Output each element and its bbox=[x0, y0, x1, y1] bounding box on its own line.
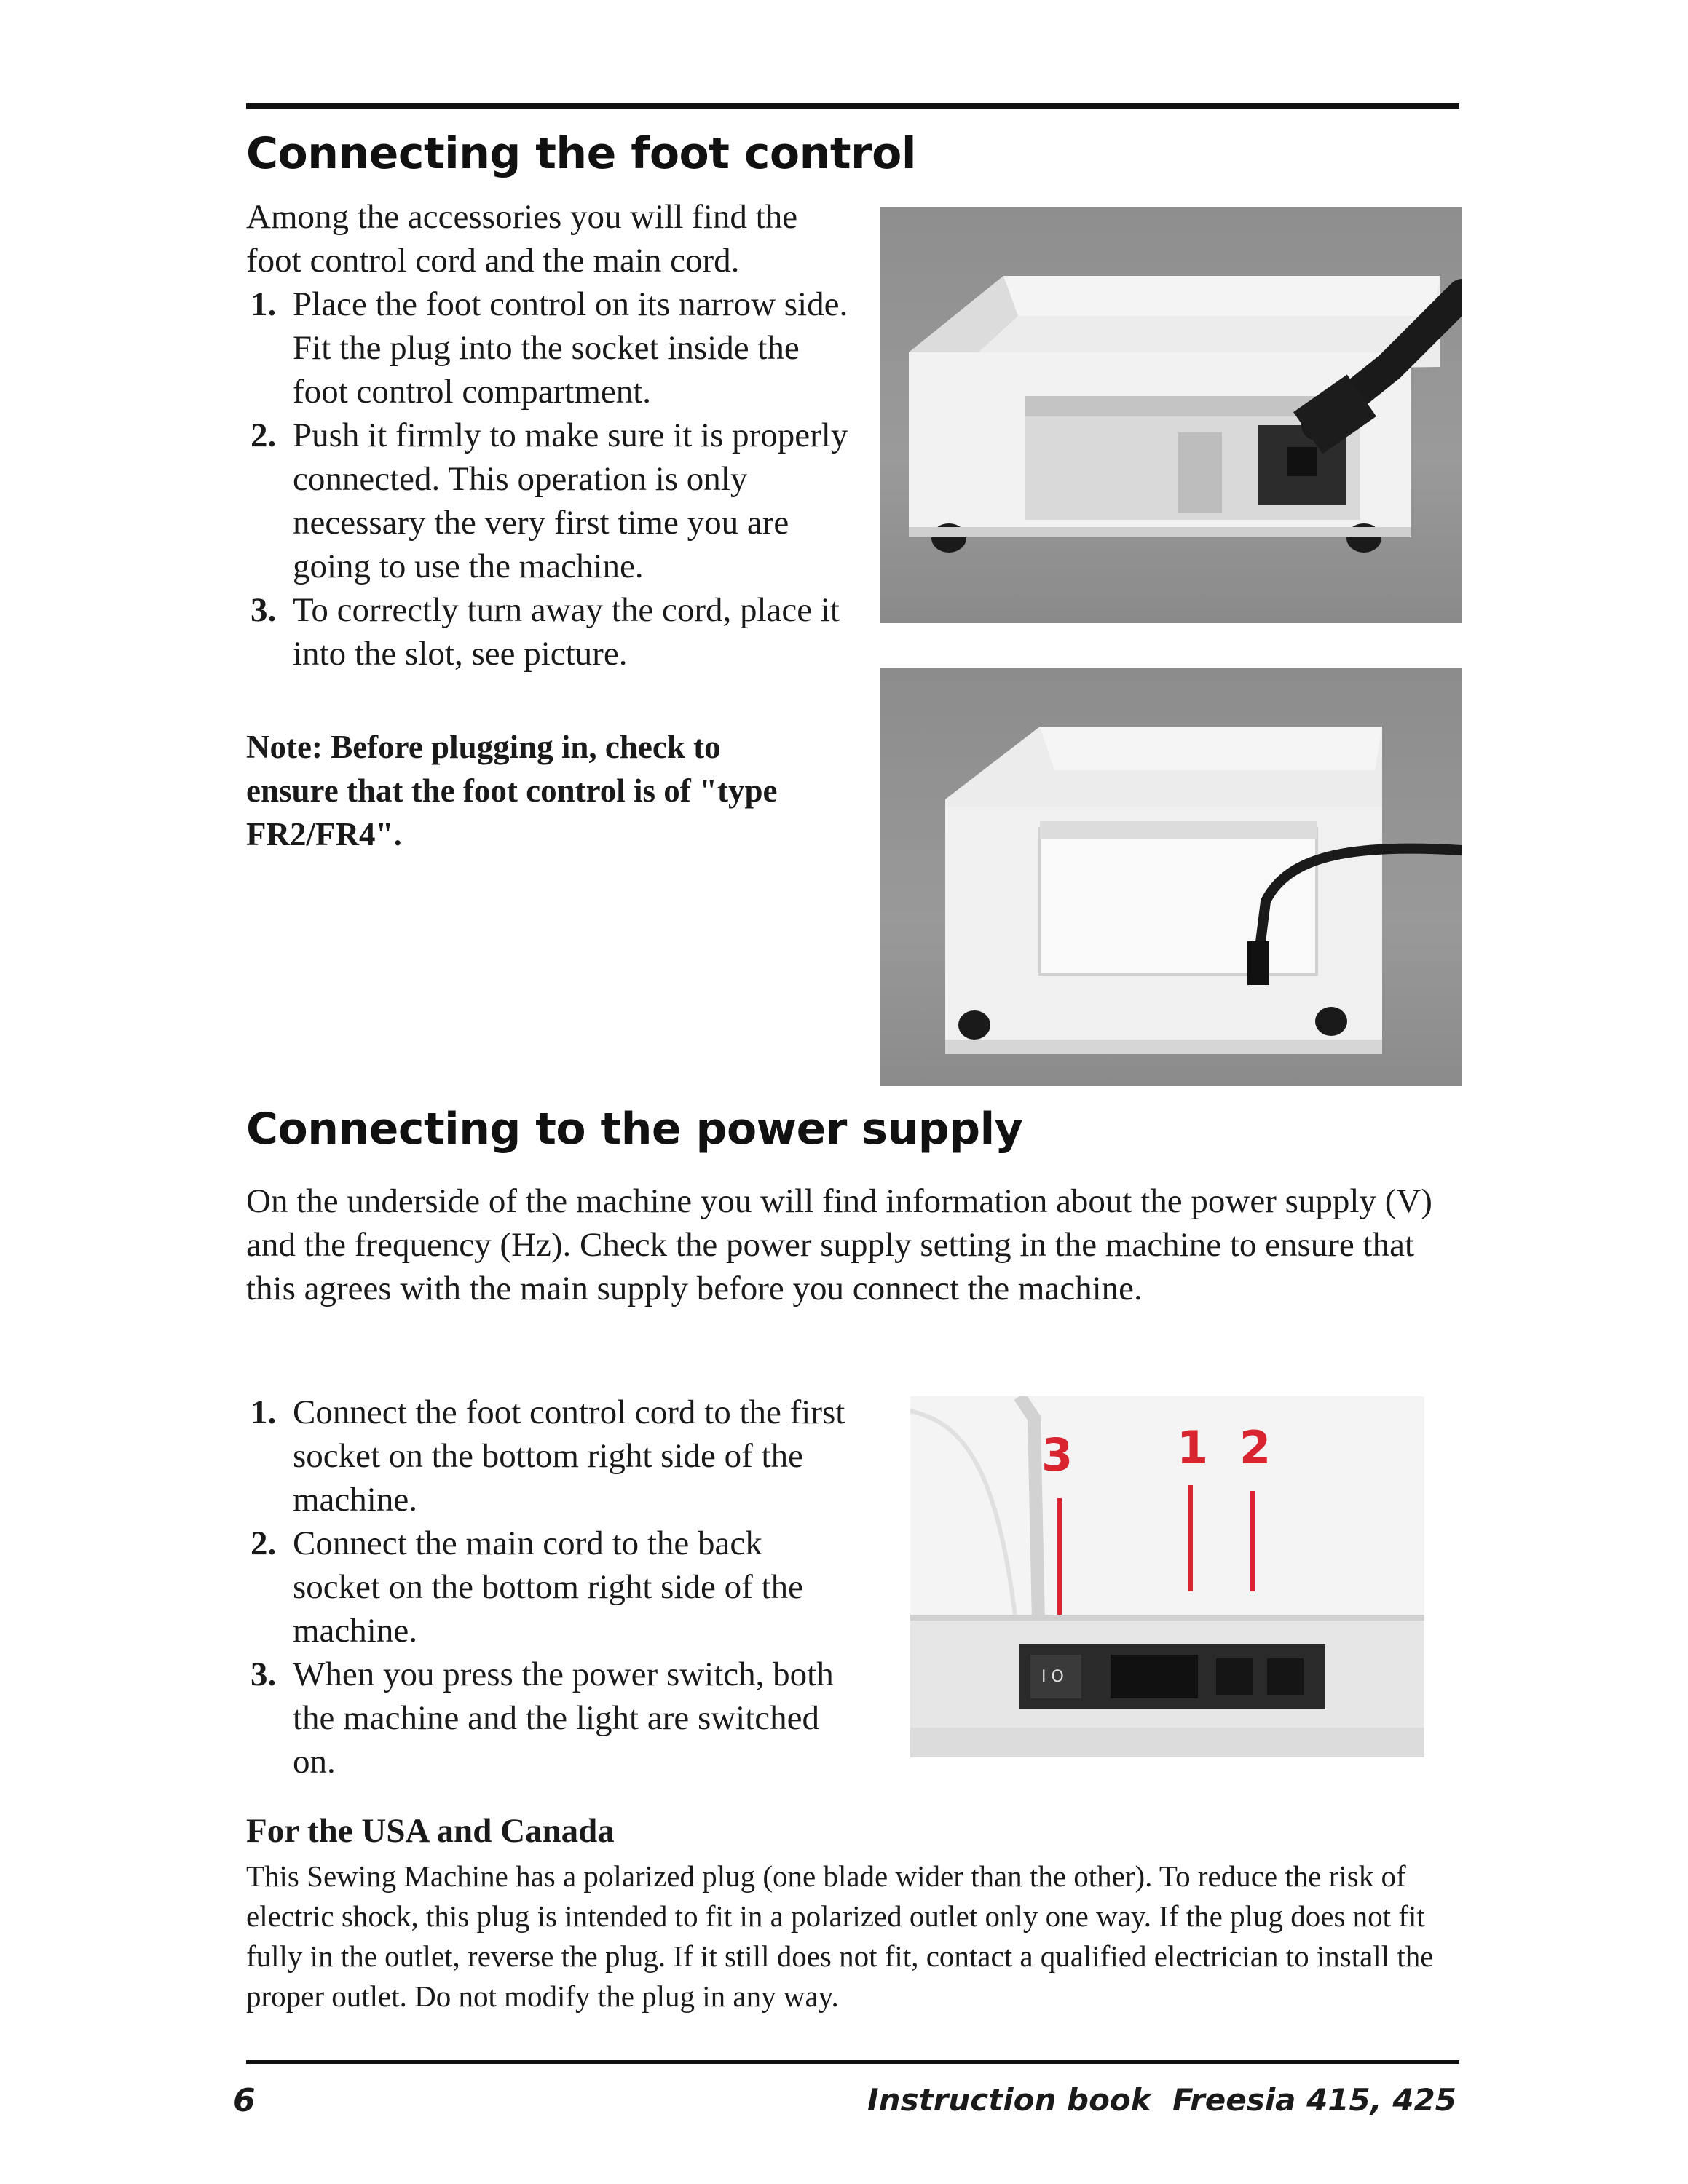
callout-3: 3 bbox=[1041, 1428, 1073, 1481]
foot-control-text-column bbox=[246, 195, 851, 856]
power-supply-steps bbox=[246, 1390, 851, 1784]
machine-sockets-illustration bbox=[910, 1396, 1424, 1757]
power-switch-label: I O bbox=[1041, 1668, 1064, 1686]
machine-sockets-photo bbox=[910, 1396, 1424, 1757]
foot-control-intro: Among the accessories you will find the foot control cord and the main cord. bbox=[246, 198, 798, 280]
section-title-power-supply: Connecting to the power supply bbox=[246, 1104, 1023, 1155]
foot-control-note: Note: Before plugging in, check to ensure that the foot control is of "type FR2/FR4". bbox=[246, 729, 778, 852]
foot-control-step: 2. Push it firmly to make sure it is properly connected. This operation is only necessary the very first time you are going to use the machine. bbox=[251, 416, 848, 585]
usa-canada-heading: For the USA and Canada bbox=[246, 1812, 615, 1850]
cord-slot-illustration bbox=[880, 668, 1462, 1086]
power-supply-intro: On the underside of the machine you will find information about the power supply (V) and the frequency (Hz). Check the power supply setting in the machine to ensure that this agrees with the main supply before you connect the machine. bbox=[246, 1182, 1432, 1307]
callout-2: 2 bbox=[1239, 1421, 1271, 1474]
foot-control-plug-photo bbox=[880, 207, 1462, 623]
usa-canada-text: This Sewing Machine has a polarized plug (one blade wider than the other). To reduce the risk of electric shock, this plug is intended to fit in a polarized outlet only one way. If the plug does not fit fully in the outlet, reverse the plug. If it still does not fit, contact a qualified electrician to install the proper outlet. Do not modify the plug in any way. bbox=[246, 1859, 1434, 2013]
section-title-foot-control: Connecting the foot control bbox=[246, 128, 916, 179]
callout-1: 1 bbox=[1177, 1421, 1209, 1474]
foot-control-step: 3. To correctly turn away the cord, place it into the slot, see picture. bbox=[251, 591, 840, 673]
footer-book-title: Instruction book Freesia 415, 425 bbox=[867, 2082, 1456, 2118]
foot-control-steps bbox=[246, 282, 851, 676]
power-supply-step: 2. Connect the main cord to the back socket on the bottom right side of the machine. bbox=[251, 1524, 803, 1650]
power-supply-step: 1. Connect the foot control cord to the first socket on the bottom right side of the machine. bbox=[251, 1393, 845, 1519]
foot-control-plug-illustration bbox=[880, 207, 1462, 623]
foot-control-cord-slot-photo bbox=[880, 668, 1462, 1086]
power-supply-step: 3. When you press the power switch, both the machine and the light are switched on. bbox=[251, 1655, 834, 1781]
top-rule bbox=[246, 103, 1459, 109]
foot-control-step: 1. Place the foot control on its narrow side. Fit the plug into the socket inside the foot control compartment. bbox=[251, 285, 848, 411]
bottom-rule bbox=[246, 2060, 1459, 2064]
page-number: 6 bbox=[233, 2082, 256, 2119]
